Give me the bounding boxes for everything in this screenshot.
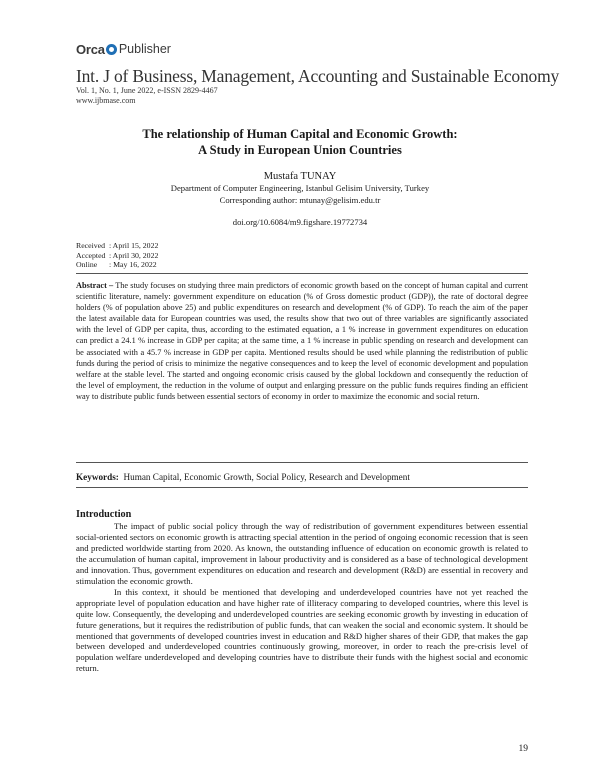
logo-publisher-text: Publisher (118, 42, 171, 56)
logo-circle-icon (106, 44, 117, 55)
abstract-label: Abstract – (76, 281, 114, 290)
keywords-top-rule (76, 462, 528, 463)
introduction-paragraph-2: In this context, it should be mentioned that developing and underdeveloped countries have not yet reached the appropriate level of population education and have higher rate of illiteracy comparing to developed countries, where this level is quite low. Consequently, the developing and underdeveloped countries are seeking economic growth by investing in education of future generations, but it requires the redistribution of public funds, that can weaken the social and economic system. It should be mentioned that governments of developed countries invest in education and R&D higher shares of their GDP, that makes the gap between developed and underdeveloped countries continuously growing, moreover, in order to reach the pre-crisis level of population welfare underdeveloped and developing countries have to distribute their funds with the highest social and economic return. (76, 586, 528, 674)
abstract-text: The study focuses on studying three main predictors of economic growth based on the concept of human capital and current scientific literature, namely: government expenditure on education (% of Gross domestic product (GDP)), the rate of doctoral degree holders (% of population above 25) and public expenditures on research and development (% of GDP). To reach the aim of the paper the latest available data for European countries was used, the results show that two out of three variables are significantly associated with the level of GDP per capita, thus, according to the estimated equation, a 1 % increase in government expenditures on education can predict a 24.1 % increase in GDP per capita; at the same time, a 1 % increase in public spending on research and development can be associated with a 45.7 % increase in GDP per capita. Mentioned results should be used while planning the redistribution of public funds during the period of crisis to minimize the negative consequences and to keep the level of economic development and population welfare at the stable level. The started and ongoing economic crisis caused by the global lockdown and consequently the reduction of the level of employment, the reduction in the volume of output and enlarging pressure on the public funds requires finding an efficient way to distribute public funds between essential sectors of economy in order to maximize the economic and social return. (76, 281, 528, 401)
journal-title: Int. J of Business, Management, Accounting and Sustainable Economy (76, 66, 560, 86)
article-dates (76, 241, 158, 270)
date-value: : April 30, 2022 (109, 250, 159, 260)
journal-meta (76, 86, 218, 106)
date-online (76, 260, 158, 270)
author-name: Mustafa TUNAY (263, 171, 337, 182)
keywords-bottom-rule (76, 487, 528, 488)
date-label: Online (76, 260, 98, 270)
date-label: Received (76, 241, 106, 250)
author-block (76, 170, 524, 206)
doi-link[interactable]: doi.org/10.6084/m9.figshare.19772734 (232, 217, 368, 227)
author-affiliation: Department of Computer Engineering, Istanbul Gelisim University, Turkey (170, 183, 430, 193)
publisher-logo (76, 41, 171, 57)
journal-url[interactable]: www.ijbmase.com (76, 96, 136, 105)
date-received (76, 241, 158, 251)
page-number: 19 (518, 744, 528, 754)
journal-volume: Vol. 1, No. 1, June 2022, e-ISSN 2829-4467 (76, 86, 218, 95)
article-title-line2: A Study in European Union Countries (198, 143, 402, 157)
keywords-text: Human Capital, Economic Growth, Social Policy, Research and Development (123, 472, 410, 482)
keywords-label: Keywords: (76, 472, 119, 482)
date-value: : May 16, 2022 (109, 260, 157, 270)
article-title (76, 126, 524, 158)
date-accepted (76, 251, 158, 261)
date-label: Accepted (76, 250, 106, 260)
abstract-top-rule (76, 273, 528, 274)
abstract (76, 280, 528, 402)
article-title-line1: The relationship of Human Capital and Economic Growth: (142, 127, 458, 141)
introduction-paragraph-1: The impact of public social policy through the way of redistribution of government expenditures between essential social-oriented sectors on economic growth is attracting special attention in the period of ongoing economic recession that is seen and predicted worldwide starting from 2020. As known, the outstanding influence of education on economic growth is related to the accumulation of human capital, improvement in labour productivity and is considered as a base of technological development and innovation. Thus, government expenditures on education and research and development (R&D) are essential in recovery and stimulation the economic growth. (76, 521, 528, 586)
corresponding-author: Corresponding author: mtunay@gelisim.edu.tr (219, 194, 381, 205)
introduction-heading: Introduction (76, 509, 132, 520)
logo-orca-text: Orca (76, 41, 105, 57)
introduction-body (76, 521, 528, 674)
date-value: : April 15, 2022 (109, 241, 159, 250)
keywords (76, 472, 528, 482)
